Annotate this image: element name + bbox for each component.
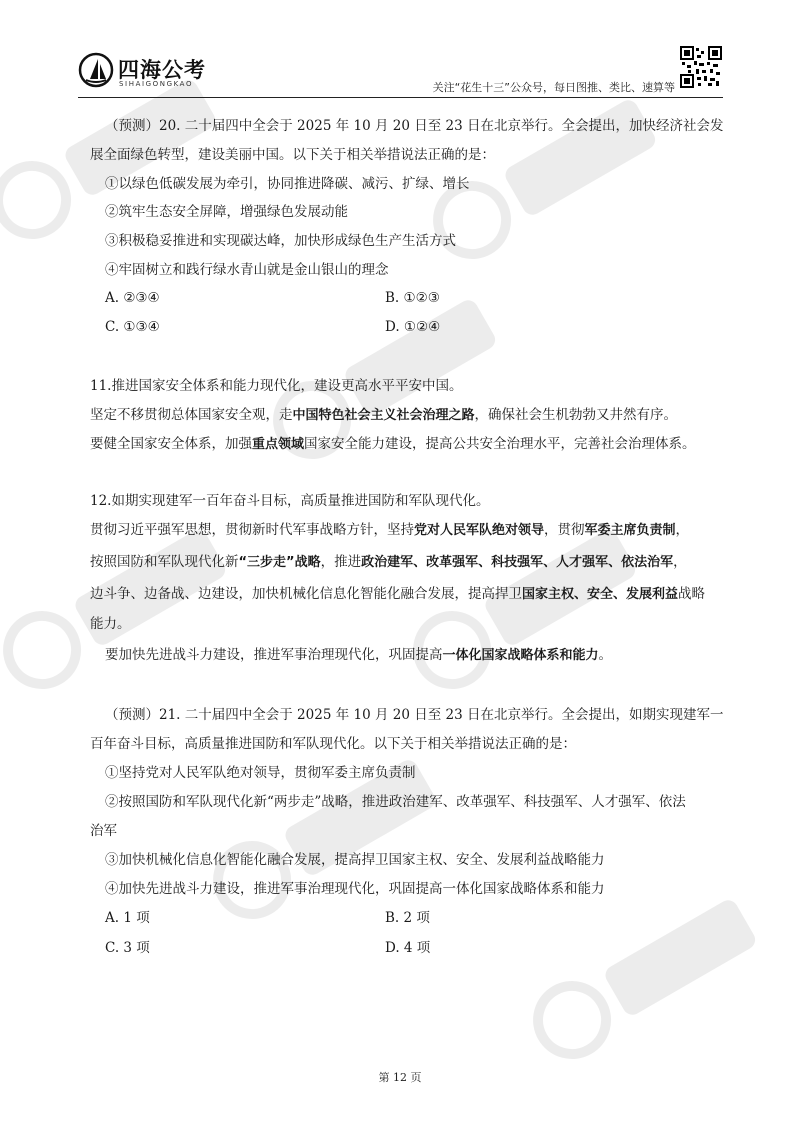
q20-stem: 展全面绿色转型，建设美丽中国。以下关于相关举措说法正确的是： [90, 147, 495, 163]
section-11-paragraph: 坚定不移贯彻总体国家安全观，走中国特色社会主义社会治理之路，确保社会生机勃勃又井然有序。 [90, 407, 678, 423]
brand-subtitle: SIHAIGONGKAO [119, 80, 194, 88]
q21-item: ①坚持党对人民军队绝对领导，贯彻军委主席负责制 [105, 765, 416, 781]
q21-item: ③加快机械化信息化智能化融合发展，提高捍卫国家主权、安全、发展利益战略能力 [105, 852, 605, 868]
qr-code-icon [680, 46, 722, 88]
q20-item: ④牢固树立和践行绿水青山就是金山银山的理念 [105, 262, 389, 278]
header-divider [78, 97, 723, 98]
section-12-paragraph: 边斗争、边备战、边建设，加快机械化信息化智能化融合发展，提高捍卫国家主权、安全、发展利益战略 [90, 586, 706, 602]
page-number: 第 12 页 [378, 1071, 422, 1084]
q20-item: ②筑牢生态安全屏障，增强绿色发展动能 [105, 204, 348, 220]
q21-item: ④加快先进战斗力建设，推进军事治理现代化，巩固提高一体化国家战略体系和能力 [105, 881, 605, 897]
q21-option-c: C. 3 项 [105, 940, 150, 956]
q21-stem: 百年奋斗目标，高质量推进国防和军队现代化。以下关于相关举措说法正确的是： [90, 736, 576, 752]
q21-item: 治军 [90, 823, 117, 839]
q20-stem: （预测）20. 二十届四中全会于 2025 年 10 月 20 日至 23 日在北京举行。全会提出，加快经济社会发 [105, 118, 724, 134]
q20-option-d: D. ①②④ [385, 319, 441, 335]
brand-name: 四海公考 [118, 58, 206, 82]
q20-option-b: B. ①②③ [385, 290, 440, 306]
watermark-logo [515, 871, 785, 1079]
header-note: 关注“花生十三”公众号，每日图推、类比、速算等 [432, 81, 675, 94]
q21-item: ②按照国防和军队现代化新“两步走”战略，推进政治建军、改革强军、科技强军、人才强军、依法 [105, 794, 686, 810]
q21-option-a: A. 1 项 [105, 910, 150, 926]
q20-item: ③积极稳妥推进和实现碳达峰，加快形成绿色生产生活方式 [105, 233, 456, 249]
q20-option-c: C. ①③④ [105, 319, 160, 335]
section-12-paragraph: 能力。 [90, 616, 131, 632]
q20-item: ①以绿色低碳发展为牵引，协同推进降碳、减污、扩绿、增长 [105, 176, 470, 192]
page-header [0, 0, 800, 100]
section-12-title: 12.如期实现建军一百年奋斗目标，高质量推进国防和军队现代化。 [90, 493, 490, 509]
q21-stem: （预测）21. 二十届四中全会于 2025 年 10 月 20 日至 23 日在北京举行。全会提出，如期实现建军一 [105, 707, 724, 723]
section-11-title: 11.推进国家安全体系和能力现代化，建设更高水平平安中国。 [90, 378, 463, 394]
q21-option-b: B. 2 项 [385, 910, 430, 926]
sail-logo-icon [78, 52, 114, 88]
brand-logo [78, 52, 218, 92]
section-12-paragraph: 按照国防和军队现代化新“三步走”战略，推进政治建军、改革强军、科技强军、人才强军、依法治军， [90, 554, 687, 570]
section-12-paragraph: 要加快先进战斗力建设，推进军事治理现代化，巩固提高一体化国家战略体系和能力。 [105, 647, 613, 663]
section-11-paragraph: 要健全国家安全体系，加强重点领域国家安全能力建设，提高公共安全治理水平，完善社会治理体系。 [90, 436, 696, 452]
q20-option-a: A. ②③④ [105, 290, 160, 306]
section-12-paragraph: 贯彻习近平强军思想，贯彻新时代军事战略方针，坚持党对人民军队绝对领导，贯彻军委主席负责制， [90, 522, 690, 538]
q21-option-d: D. 4 项 [385, 940, 431, 956]
